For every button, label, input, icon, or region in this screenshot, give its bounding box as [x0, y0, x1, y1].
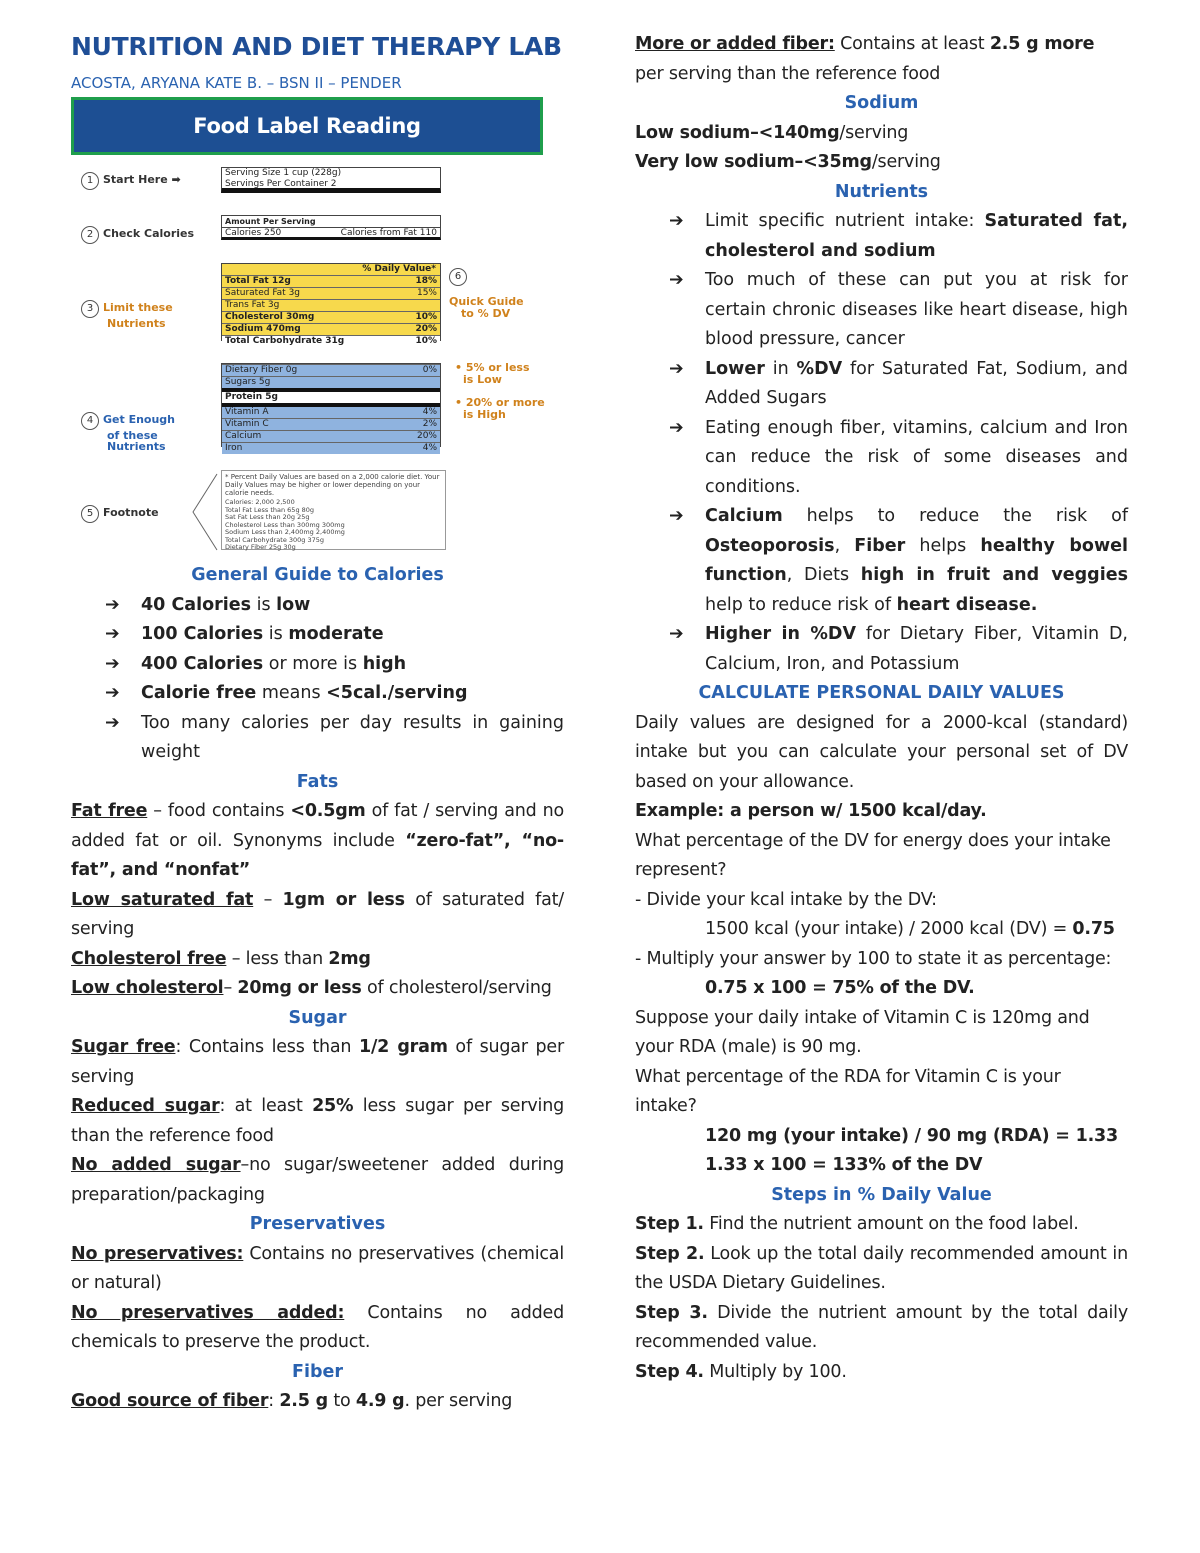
question-2: Suppose your daily intake of Vitamin C is 120mg and your RDA (male) is 90 mg. [635, 1007, 1090, 1057]
footnote-bracket [189, 472, 219, 552]
calories-heading: General Guide to Calories [191, 565, 444, 585]
multiply-step: - Multiply your answer by 100 to state it as percentage: [635, 948, 1112, 969]
step-3: Step 3. Divide the nutrient amount by the total daily recommended value. [635, 1302, 1128, 1352]
label-row-name: Protein 5g [225, 392, 278, 402]
label-row-name: Trans Fat 3g [225, 300, 280, 310]
calc-2: 0.75 x 100 = 75% of the DV. [705, 978, 975, 998]
sugar-free-def: Sugar free: Contains less than 1/2 gram of sugar per serving [71, 1037, 564, 1087]
left-column [71, 561, 564, 1417]
label-row-name: Iron [225, 443, 243, 453]
label-row-dv: 18% [415, 276, 437, 286]
list-item: ➔ Calorie free means <5cal./serving [105, 683, 468, 703]
calc-3: 120 mg (your intake) / 90 mg (RDA) = 1.33 [705, 1125, 1118, 1146]
footnote-row: Sodium Less than 2,400mg 2,400mg [225, 528, 345, 536]
step-4: Step 4. Multiply by 100. [635, 1361, 847, 1382]
label-row-name: Sodium 470mg [225, 324, 301, 334]
no-preservatives-def: No preservatives: Contains no preservatives (chemical or natural) [71, 1243, 564, 1293]
food-label-figure [71, 160, 561, 560]
question-1: What percentage of the DV for energy does your intake represent? [635, 830, 1111, 880]
label-row-dv: 10% [415, 336, 437, 346]
label-row-dv: 20% [415, 324, 437, 334]
step-2-label: 2 Check Calories [81, 226, 194, 244]
label-row-dv: 20% [416, 431, 437, 441]
footnote-box: * Percent Daily Values are based on a 2,000 calorie diet. Your Daily Values may be higher or lower depending on your calorie needs. Calories: 2,000 2,500 Total Fat Less than 65g 80g Sat Fat Less than 20g 25g Cholesterol Less than 300mg 300mg Sodium Less than 2,400mg 2,400mg Total Carbohydrate 300g 375g Dietary Fiber 25g 30g [221, 470, 446, 550]
calories-box: Amount Per Serving Calories 250 Calories from Fat 110 [221, 215, 441, 240]
list-item: ➔ Lower in %DV for Saturated Fat, Sodium, and Added Sugars [669, 358, 1128, 408]
quick-guide-label: Quick Guide to % DV [449, 295, 524, 320]
footnote-row: Total Fat Less than 65g 80g [225, 505, 315, 514]
label-row [222, 388, 440, 403]
list-item: ➔ Eating enough fiber, vitamins, calcium and Iron can reduce the risk of some diseases and conditions. [669, 417, 1128, 497]
calories-list [71, 591, 564, 768]
fats-heading: Fats [296, 771, 339, 792]
sugar-heading: Sugar [288, 1007, 347, 1028]
label-row [222, 403, 440, 418]
list-item: ➔ 40 Calories is low [105, 594, 311, 615]
label-row [222, 311, 440, 323]
label-row [222, 287, 440, 299]
label-row [222, 299, 440, 311]
step-1: Step 1. Find the nutrient amount on the food label. [635, 1214, 1079, 1234]
question-3: What percentage of the RDA for Vitamin C is your intake? [635, 1066, 1061, 1116]
label-row-dv: 2% [422, 419, 437, 429]
label-row-name: Vitamin A [225, 407, 269, 417]
label-row-dv: 0% [422, 365, 437, 375]
list-item: ➔ Calcium helps to reduce the risk of Osteoporosis, Fiber helps healthy bowel function, Diets high in fruit and veggies help to reduce risk of heart disease. [669, 506, 1128, 615]
enough-nutrients-box [221, 363, 441, 453]
right-column [635, 30, 1128, 1387]
label-row-name: Vitamin C [225, 419, 269, 429]
step-6-circle: 6 [449, 268, 471, 286]
label-row-dv: 4% [422, 407, 437, 417]
label-row-dv: 15% [416, 288, 437, 298]
footnote-row: Total Carbohydrate 300g 375g [225, 535, 325, 544]
steps-heading: Steps in % Daily Value [771, 1184, 992, 1205]
label-row [222, 430, 440, 442]
label-row [222, 418, 440, 430]
low-sodium-def: Low sodium–<140mg/serving [635, 122, 909, 143]
label-row-name: Cholesterol 30mg [225, 312, 315, 322]
label-row-name: Calcium [225, 431, 262, 441]
page-title: NUTRITION AND DIET THERAPY LAB [71, 32, 562, 61]
low-sat-fat-def: Low saturated fat – 1gm or less of saturated fat/ serving [71, 889, 564, 939]
footnote-row: Calories: 2,000 2,500 [225, 498, 295, 506]
list-item: ➔ Higher in %DV for Dietary Fiber, Vitamin D, Calcium, Iron, and Potassium [669, 624, 1128, 674]
nutrients-heading: Nutrients [834, 181, 929, 202]
label-row [222, 275, 440, 287]
low-cholesterol-def: Low cholesterol– 20mg or less of cholesterol/serving [71, 978, 552, 998]
list-item: ➔ Limit specific nutrient intake: Saturated fat, cholesterol and sodium [669, 211, 1128, 261]
step-1-label: 1 Start Here ➡ [81, 172, 181, 190]
step-2: Step 2. Look up the total daily recommended amount in the USDA Dietary Guidelines. [635, 1243, 1128, 1293]
reduced-sugar-def: Reduced sugar: at least 25% less sugar per serving than the reference food [71, 1096, 564, 1146]
calc-1: 1500 kcal (your intake) / 2000 kcal (DV) = 0.75 [705, 919, 1115, 939]
fiber-heading: Fiber [292, 1361, 343, 1382]
limit-nutrients-box: % Daily Value* Total Fat 12g 18% Saturated Fat 3g 15% Trans Fat 3g Cholesterol 30mg 10% Sodium 470mg 20% Total Carbohydrate 31g 10% [221, 263, 441, 341]
label-row [222, 364, 440, 376]
high-guide-label: • 20% or more is High [455, 396, 545, 421]
label-row [222, 376, 440, 388]
divide-step: - Divide your kcal intake by the DV: [635, 889, 937, 910]
serving-box: Serving Size 1 cup (228g) Servings Per Container 2 [221, 167, 441, 193]
more-fiber-def: More or added fiber: Contains at least 2.5 g more per serving than the reference food [635, 34, 1095, 84]
footnote-row: Cholesterol Less than 300mg 300mg [225, 520, 345, 529]
footnote-row: Dietary Fiber 25g 30g [225, 543, 296, 551]
low-guide-label: • 5% or less is Low [455, 361, 530, 386]
label-row-dv: 4% [422, 443, 437, 453]
cholesterol-free-def: Cholesterol free – less than 2mg [71, 948, 371, 969]
step-5-label: 5 Footnote [81, 505, 159, 523]
step-4-label: 4 Get Enough of these Nutrients [81, 412, 175, 452]
no-preservatives-added-def: No preservatives added: Contains no added chemicals to preserve the product. [71, 1302, 564, 1352]
example-line: Example: a person w/ 1500 kcal/day. [635, 801, 987, 821]
label-row [222, 323, 440, 335]
footnote-row: Sat Fat Less than 20g 25g [225, 513, 310, 521]
sodium-heading: Sodium [844, 93, 919, 113]
good-fiber-def: Good source of fiber: 2.5 g to 4.9 g. per serving [71, 1391, 513, 1411]
step-3-label: 3 Limit these Nutrients [81, 300, 173, 329]
very-low-sodium-def: Very low sodium–<35mg/serving [635, 152, 941, 172]
list-item: ➔ Too much of these can put you at risk for certain chronic diseases like heart disease, high blood pressure, cancer [669, 270, 1128, 349]
label-row-name: Dietary Fiber 0g [225, 365, 298, 375]
label-row-name: Total Fat 12g [225, 276, 291, 286]
no-added-sugar-def: No added sugar–no sugar/sweetener added during preparation/packaging [71, 1155, 565, 1205]
label-row [222, 442, 440, 454]
personal-intro: Daily values are designed for a 2000-kcal (standard) intake but you can calculate your personal set of DV based on your allowance. [635, 712, 1128, 792]
nutrients-list [635, 207, 1128, 679]
personal-dv-heading: CALCULATE PERSONAL DAILY VALUES [698, 683, 1065, 703]
label-row-dv: 10% [415, 312, 437, 322]
calc-4: 1.33 x 100 = 133% of the DV [705, 1155, 983, 1175]
label-row-name: Saturated Fat 3g [225, 288, 301, 298]
list-item: ➔ 400 Calories or more is high [105, 653, 407, 674]
section-banner: Food Label Reading [71, 97, 543, 155]
label-row-name: Sugars 5g [225, 377, 271, 387]
list-item: ➔ 100 Calories is moderate [105, 624, 384, 644]
author-line: ACOSTA, ARYANA KATE B. – BSN II – PENDER [71, 74, 402, 92]
list-item: ➔ Too many calories per day results in gaining weight [105, 712, 564, 762]
label-row [222, 335, 440, 347]
preservatives-heading: Preservatives [249, 1214, 386, 1234]
fat-free-def: Fat free – food contains <0.5gm of fat / serving and no added fat or oil. Synonyms include “zero-fat”, “no-fat”, and “nonfat” [71, 801, 564, 880]
label-row-name: Total Carbohydrate 31g [225, 336, 345, 346]
